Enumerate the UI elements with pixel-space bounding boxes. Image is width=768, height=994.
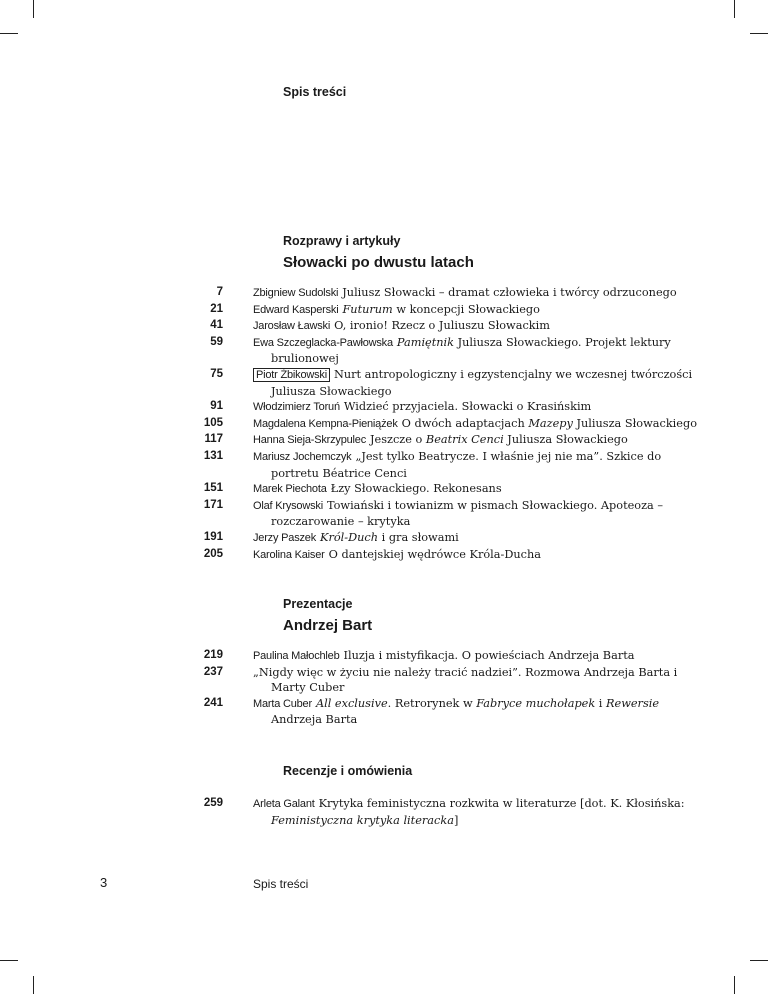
toc-entry[interactable]	[0, 648, 768, 665]
page-number: 7	[216, 286, 223, 298]
entry-title-end: ]	[453, 813, 459, 827]
author: Magdalena Kempna-Pieniążek	[253, 417, 398, 430]
author: Jarosław Ławski	[253, 320, 331, 333]
toc-entry[interactable]	[0, 530, 768, 547]
toc-entry[interactable]	[0, 399, 768, 416]
toc-entry[interactable]	[0, 318, 768, 335]
section-title: Andrzej Bart	[283, 617, 373, 634]
page-number: 105	[203, 416, 223, 429]
crop-mark	[750, 960, 768, 961]
entry-title: Nurt antropologiczny i egzystencjalny we wczesnej twórczości Juliusza Słowackiego	[271, 367, 693, 398]
crop-mark	[750, 33, 768, 34]
entry-title-italic: Król-Duch	[320, 530, 379, 544]
entry-title: Iluzja i mistyfikacja. O powieściach Andrzeja Barta	[343, 649, 635, 662]
author: Karolina Kaiser	[253, 548, 325, 561]
entry-title: i gra słowami	[378, 530, 459, 544]
toc-entry[interactable]	[0, 335, 768, 367]
author: Włodzimierz Toruń	[253, 401, 340, 414]
toc-entry[interactable]	[0, 302, 768, 319]
entry-title-italic: All exclusive	[315, 696, 388, 710]
entry-title-italic: Mazepy	[528, 416, 573, 430]
author: Piotr Żbikowski	[253, 368, 330, 382]
page-number: 91	[210, 400, 223, 413]
entry-title: Juliusza Słowackiego. Projekt lektury brulionowej	[271, 335, 671, 366]
page-number-footer: 3	[100, 875, 108, 890]
entry-title: Łzy Słowackiego. Rekonesans	[330, 482, 502, 496]
crop-mark	[33, 976, 34, 994]
toc-entry[interactable]	[0, 416, 768, 433]
entry-title: O, ironio! Rzecz o Juliuszu Słowackim	[334, 319, 550, 333]
entry-title-end: Juliusza Słowackiego	[572, 416, 697, 430]
author: Zbigniew Sudolski	[253, 287, 339, 299]
author: Mariusz Jochemczyk	[253, 450, 352, 463]
page-number: 259	[203, 797, 223, 809]
toc-entry[interactable]	[0, 481, 768, 498]
author: Ewa Szczeglacka-Pawłowska	[253, 336, 393, 349]
entry-title-italic: Rewersie	[606, 696, 660, 710]
page-number: 219	[203, 649, 223, 661]
entry-title: Widzieć przyjaciela. Słowacki o Krasińskim	[343, 400, 592, 414]
page-number: 131	[203, 449, 223, 462]
crop-mark	[0, 33, 18, 34]
page-number: 171	[203, 498, 223, 511]
entry-title: O dwóch adaptacjach	[401, 416, 529, 430]
page-number: 191	[203, 530, 223, 543]
entry-title-italic: Futurum	[342, 302, 393, 316]
entry-title-italic: Pamiętnik	[396, 335, 455, 349]
section-label: Recenzje i omówienia	[283, 764, 413, 778]
page-number: 205	[203, 547, 223, 560]
entry-title-end: Andrzeja Barta	[271, 713, 358, 727]
entry-title-italic: Fabryce muchołapek	[476, 696, 596, 710]
page-number: 241	[203, 696, 223, 709]
entry-title: „Nigdy więc w życiu nie należy tracić nadziei”. Rozmowa Andrzeja Barta i Marty Cuber	[253, 665, 678, 695]
author: Jerzy Paszek	[253, 531, 317, 544]
toc-entry[interactable]	[0, 547, 768, 564]
author: Paulina Małochleb	[253, 650, 340, 662]
page-number: 21	[210, 302, 223, 315]
entry-title-end: Juliusza Słowackiego	[503, 433, 628, 447]
author: Hanna Sieja-Skrzypulec	[253, 434, 366, 447]
toc-entry[interactable]	[0, 285, 768, 302]
toc-list	[0, 648, 768, 728]
entry-title: . Retrorynek w	[387, 696, 477, 710]
page-number: 151	[203, 482, 223, 495]
toc-entry[interactable]	[0, 665, 768, 696]
toc-entry[interactable]	[0, 498, 768, 530]
entry-title: Krytyka feministyczna rozkwita w literaturze [dot. K. Kłosińska:	[318, 797, 685, 810]
toc-entry[interactable]	[0, 367, 768, 399]
page-number: 59	[210, 335, 223, 348]
crop-mark	[33, 0, 34, 18]
toc-list	[0, 796, 768, 828]
entry-title: Towiański i towianizm w pismach Słowackiego. Apoteoza – rozczarowanie – krytyka	[271, 498, 664, 529]
page-title: Spis treści	[283, 85, 347, 99]
running-title: Spis treści	[253, 877, 309, 891]
page-number: 237	[203, 665, 223, 678]
page-number: 41	[210, 319, 223, 332]
crop-mark	[734, 0, 735, 18]
author: Marek Piechota	[253, 483, 327, 496]
toc-entry[interactable]	[0, 696, 768, 728]
author: Marta Cuber	[253, 697, 312, 710]
toc-entry[interactable]	[0, 432, 768, 449]
toc-list	[0, 285, 768, 563]
crop-mark	[734, 976, 735, 994]
page-number: 75	[210, 367, 223, 380]
entry-title-italic: Beatrix Cenci	[425, 433, 504, 447]
author: Arleta Galant	[253, 798, 315, 810]
entry-title-italic: Feministyczna krytyka literacka	[271, 813, 454, 827]
page-number: 117	[204, 433, 223, 446]
entry-title: O dantejskiej wędrówce Króla-Ducha	[328, 547, 542, 561]
author: Edward Kasperski	[253, 303, 339, 316]
toc-entry[interactable]	[0, 796, 768, 828]
section-label: Rozprawy i artykuły	[283, 234, 401, 248]
section-label: Prezentacje	[283, 597, 353, 611]
crop-mark	[0, 960, 18, 961]
entry-title: Jeszcze o	[370, 433, 426, 447]
entry-title-mid: i	[595, 696, 607, 710]
entry-title: Juliusz Słowacki – dramat człowieka i twórcy odrzuconego	[342, 286, 677, 299]
entry-title: „Jest tylko Beatrycze. I właśnie jej nie ma”. Szkice do portretu Béatrice Cenci	[271, 449, 662, 480]
entry-title: w koncepcji Słowackiego	[392, 302, 540, 316]
toc-entry[interactable]	[0, 449, 768, 481]
section-title: Słowacki po dwustu latach	[283, 254, 474, 271]
author: Olaf Krysowski	[253, 499, 323, 512]
